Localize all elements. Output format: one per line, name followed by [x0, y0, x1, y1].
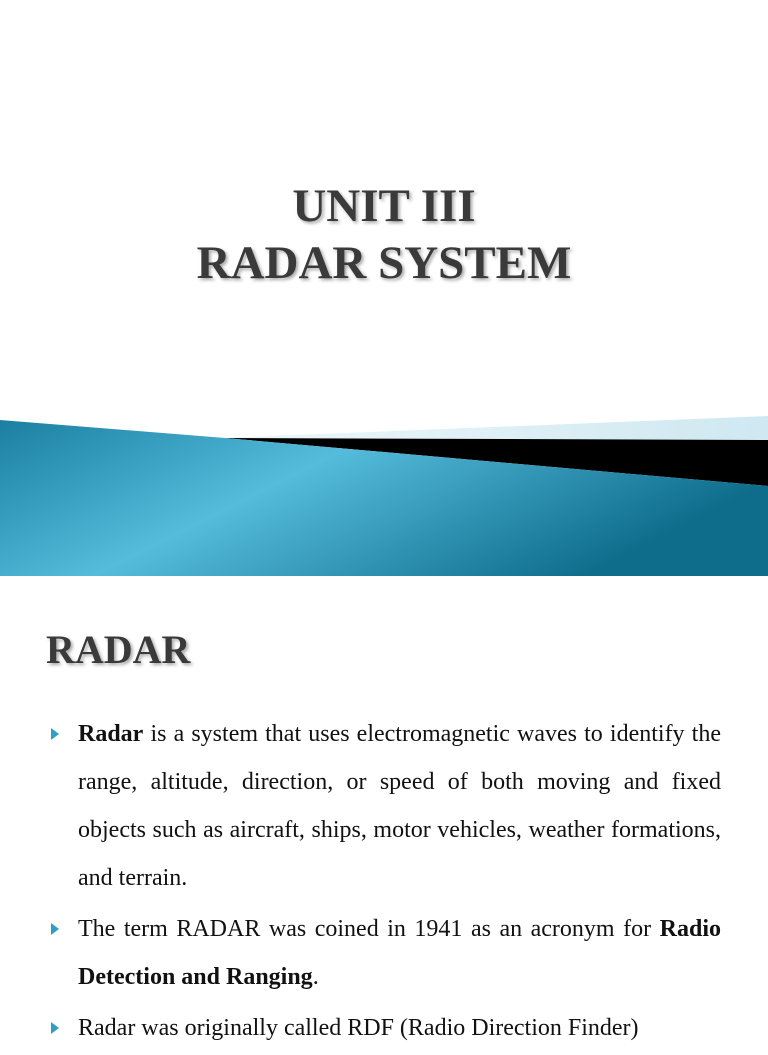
- bullet-item-acronym: [0, 905, 768, 1001]
- slide-heading: RADAR: [46, 627, 191, 672]
- content-slide: [0, 576, 768, 1041]
- bullet-end: .: [312, 964, 319, 990]
- bullet-item-definition: [0, 710, 768, 902]
- bullet-item-history: [0, 1004, 768, 1052]
- bullet-bold-lead: Radar: [78, 721, 144, 747]
- bullet-text: is a system that uses electromagnetic waves to identify the range, altitude, direction, or speed of both moving and fixed objects such as aircraft, ships, motor vehicles, weather formations, and terrain.: [78, 721, 721, 891]
- slide-title: [0, 178, 768, 292]
- bullet-list: [0, 710, 768, 1055]
- bullet-text: Radar was originally called RDF (Radio Direction Finder): [78, 1015, 639, 1041]
- triangle-right-icon: [50, 920, 60, 938]
- bullet-bold-tail: Radio Detection and Ranging: [78, 916, 721, 990]
- triangle-right-icon: [50, 1019, 60, 1037]
- banner-light-stripe: [220, 416, 768, 440]
- title-line-unit: UNIT III: [292, 180, 476, 232]
- title-line-topic: RADAR SYSTEM: [196, 237, 572, 289]
- decorative-banner: [0, 400, 768, 576]
- triangle-right-icon: [50, 725, 60, 743]
- bullet-text: The term RADAR was coined in 1941 as an acronym for: [78, 916, 660, 942]
